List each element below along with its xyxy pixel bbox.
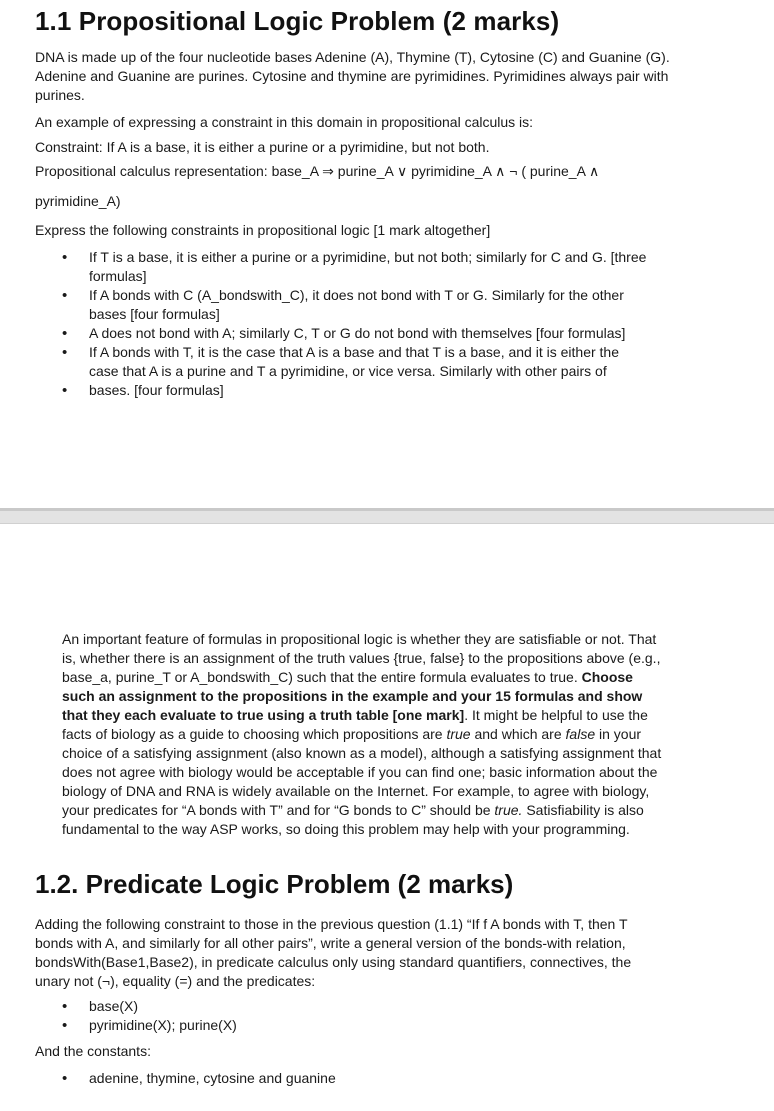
list-item: • If T is a base, it is either a purine or a pyrimidine, but not both; similarly for C and G. [three formulas] — [60, 248, 650, 286]
representation-line-1: Propositional calculus representation: base_A ⇒ purine_A ∨ pyrimidine_A ∧ ¬ ( purine_A ∧ — [35, 163, 600, 179]
satisfiability-paragraph: An important feature of formulas in propositional logic is whether they are satisfiable or not. That is, whether there is an assignment of the truth values {true, false} to the propositions above (e.g., base_a, purine_T or A_bondswith_C) such that the entire formula evaluates to true. Choose such an assignment to the propositions in the example and your 15 formulas and show that they each evaluate to true using a truth table [one mark]. It might be helpful to use the facts of biology as a guide to choosing which propositions are true and which are false in your choice of a satisfying assignment (also known as a model), although a satisfying assignment that does not agree with biology would be acceptable if you can find one; basic information about the biology of DNA and RNA is widely available on the Internet. For example, to agree with biology, your predicates for “A bonds with T” and for “G bonds to C” should be true. Satisfiability is also fundamental to the way ASP works, so doing this problem may help with your programming. — [62, 631, 662, 837]
intro-paragraph: DNA is made up of the four nucleotide bases Adenine (A), Thymine (T), Cytosine (C) and Guanine (G). Adenine and Guanine are purines. Cytosine and thymine are pyrimidines. Pyrimidines always pair with purines. — [35, 49, 670, 103]
page-1 — [0, 0, 774, 508]
bold-instruction: Choose such an assignment to the propositions in the example and your 15 formulas and show that they each evaluate to true using a truth table [one mark] — [62, 669, 643, 723]
list-item: • If A bonds with T, it is the case that A is a base and that T is a base, and it is either the case that A is a purine and T a pyrimidine, or vice versa. Similarly with other pairs of — [60, 343, 650, 381]
constants-intro: And the constants: — [35, 1043, 151, 1059]
list-item: • adenine, thymine, cytosine and guanine — [60, 1069, 660, 1088]
constants-list — [60, 1069, 660, 1088]
predicate-list — [60, 997, 660, 1035]
section-1-2-heading: 1.2. Predicate Logic Problem (2 marks) — [35, 869, 514, 899]
list-item: • bases. [four formulas] — [60, 381, 650, 400]
page-2 — [0, 524, 774, 1111]
constraint-text: Constraint: If A is a base, it is either a purine or a pyrimidine, but not both. — [35, 139, 490, 155]
example-intro: An example of expressing a constraint in this domain in propositional calculus is: — [35, 114, 534, 130]
list-item: • base(X) — [60, 997, 660, 1016]
express-intro: Express the following constraints in propositional logic [1 mark altogether] — [35, 222, 491, 238]
list-item: • pyrimidine(X); purine(X) — [60, 1016, 660, 1035]
section-1-1-heading: 1.1 Propositional Logic Problem (2 marks) — [35, 6, 560, 36]
predicate-intro: Adding the following constraint to those in the previous question (1.1) “If f A bonds with T, then T bonds with A, and similarly for all other pairs”, write a general version of the bonds-with relation, bondsWith(Base1,Base2), in predicate calculus only using standard quantifiers, connectives, the unary not (¬), equality (=) and the predicates: — [35, 916, 632, 989]
list-item: • A does not bond with A; similarly C, T or G do not bond with themselves [four formulas] — [60, 324, 650, 343]
constraint-bullet-list — [60, 248, 650, 400]
representation-line-2: pyrimidine_A) — [35, 193, 121, 209]
page-break-divider — [0, 508, 774, 524]
list-item: • If A bonds with C (A_bondswith_C), it does not bond with T or G. Similarly for the other bases [four formulas] — [60, 286, 650, 324]
